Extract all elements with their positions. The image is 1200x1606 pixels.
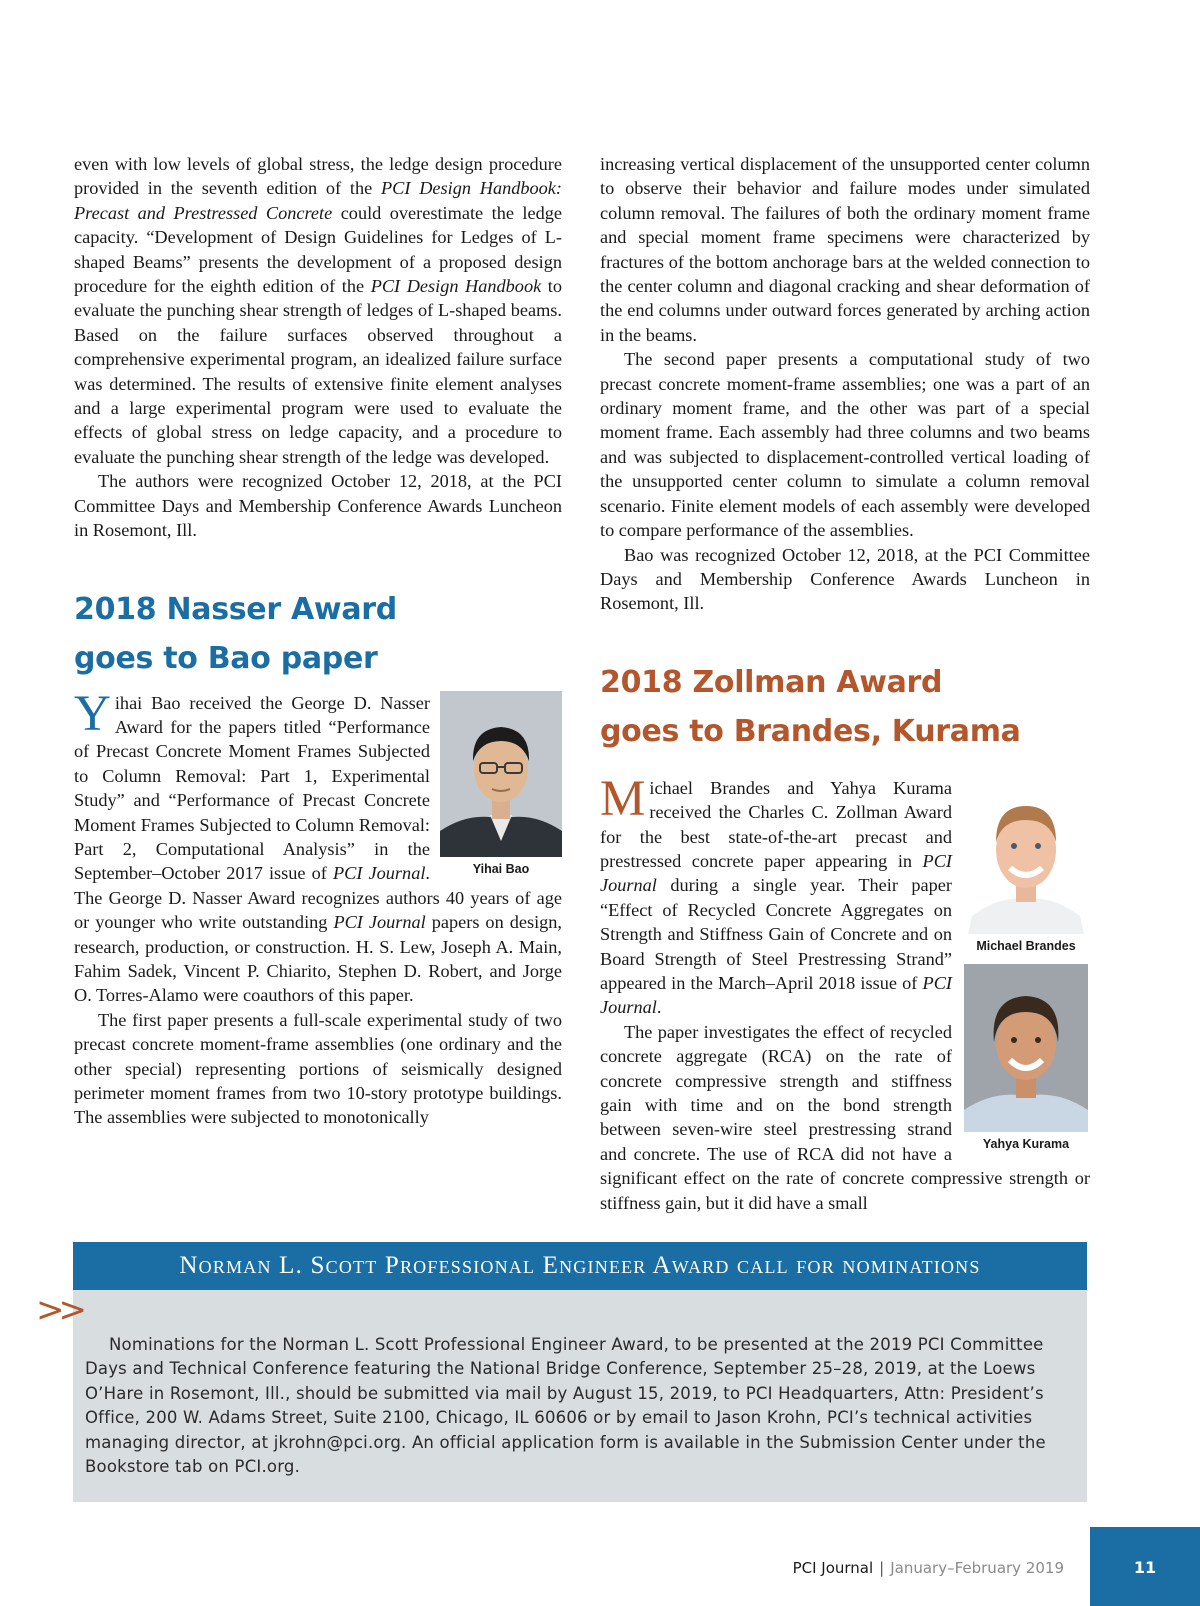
body-paragraph: Bao was recognized October 12, 2018, at the PCI Committee Days and Membership Conference Awards Luncheon in Rosemont, Ill. [600, 544, 1090, 614]
photo-michael-brandes [962, 776, 1090, 1152]
body-paragraph: The paper investigates the effect of recycled concrete aggregate (RCA) on the rate of concrete compressive strength and stiffness gain with time and on the bond strength between seven-wire steel prestressing strand and concrete. The use of RCA did not have a significant effect on the rate of concrete compressive strength or stiffness gain, but it did have a small [600, 1021, 1090, 1213]
footer-issue: January–February 2019 [890, 1559, 1064, 1577]
left-column [74, 152, 562, 1130]
zollman-award-heading: 2018 Zollman Award goes to Brandes, Kurama [600, 664, 1021, 749]
photo-yihai-bao [440, 691, 562, 877]
drop-cap: M [600, 770, 646, 827]
footer-journal: PCI Journal [792, 1559, 874, 1577]
portrait-image [964, 964, 1088, 1132]
page-number: 11 [1133, 1558, 1157, 1577]
body-paragraph: The first paper presents a full-scale experimental study of two precast concrete moment-frame assemblies (one ordinary and the other special) representing portions of seismically designed perimeter moment frames from two 10-story prototype buildings. The assemblies were subjected to monotonically [74, 1009, 562, 1128]
portrait-image [962, 776, 1090, 934]
double-chevron-icon: >> [36, 1290, 81, 1330]
footer-separator: | [879, 1559, 885, 1577]
page-footer [793, 1556, 1064, 1580]
body-paragraph: The second paper presents a computational study of two precast concrete moment-frame assemblies; one was a part of an ordinary moment frame, and the other was part of a special moment frame. Each assembly had three columns and two beams and was subjected to displacement-controlled vertical loading of the unsupported center column to simulate a column removal scenario. Finite element models of each assembly were developed to compare performance of the assemblies. [600, 349, 1090, 541]
sidebar-title: Norman L. Scott Professional Engineer Award call for nominations [179, 1252, 981, 1279]
sidebar-paragraph: Nominations for the Norman L. Scott Professional Engineer Award, to be presented at the 2019 PCI Committee Days and Technical Conference featuring the National Bridge Conference, September 25–28, 2019, at the Loews O’Hare in Rosemont, Ill., should be submitted via mail by August 15, 2019, to PCI Headquarters, Attn: President’s Office, 200 W. Adams Street, Suite 2100, Chicago, IL 60606 or by email to Jason Krohn, PCI’s technical activities managing director, at jkrohn@pci.org. An official application form is available in the Submission Center under the Bookstore tab on PCI.org. [85, 1335, 1046, 1477]
nasser-award-heading: 2018 Nasser Award goes to Bao paper [74, 591, 397, 676]
sidebar-title-bar [73, 1242, 1087, 1290]
body-paragraph: even with low levels of global stress, the ledge design procedure provided in the seventh edition of the PCI Design Handbook: Precast and Prestressed Concrete could overestimate the ledge capacity. “Development of Design Guidelines for Ledges of L-shaped Beams” presents the development of a proposed design procedure for the eighth edition of the PCI Design Handbook to evaluate the punching shear strength of ledges of L-shaped beams. Based on the failure surfaces observed throughout a comprehensive experimental program, an idealized failure surface was determined. The results of extensive finite element analyses and a large experimental program were used to evaluate the effects of global stress on ledge capacity, and a procedure to evaluate the punching shear strength of the ledge was developed. [74, 154, 562, 467]
page-number-tab [1090, 1527, 1200, 1606]
body-paragraph: Michael Brandes and Yahya Kurama received the Charles C. Zollman Award for the best state-of-the-art precast and prestressed concrete paper appearing in PCI Journal during a single year. Their paper “Effect of Recycled Concrete Aggregates on Strength and Stiffness Gain of Concrete and on Board Strength of Steel Prestressing Strand” appeared in the March–April 2018 issue of PCI Journal. [600, 770, 952, 1018]
body-paragraph: Yihai Bao received the George D. Nasser Award for the papers titled “Performance of Precast Concrete Moment Frames Subjected to Column Removal: Part 1, Experimental Study” and “Performance of Precast Concrete Moment Frames Subjected to Column Removal: Part 2, Computational Analysis” in the September–October 2017 issue of PCI Journal. The George D. Nasser Award recognizes authors 40 years of age or younger who write outstanding PCI Journal papers on design, research, production, or construction. H. S. Lew, Joseph A. Main, Fahim Sadek, Vincent P. Chiarito, Stephen D. Robert, and Jorge O. Torres-Alamo were coauthors of this paper. [74, 685, 563, 1006]
body-paragraph: The authors were recognized October 12, 2018, at the PCI Committee Days and Membership Conference Awards Luncheon in Rosemont, Ill. [74, 471, 562, 541]
photo-caption: Michael Brandes [976, 938, 1076, 953]
photo-caption: Yihai Bao [472, 861, 530, 876]
photo-caption: Yahya Kurama [982, 1136, 1070, 1151]
portrait-image [440, 691, 562, 857]
body-paragraph: increasing vertical displacement of the unsupported center column to observe their behavior and failure modes under simulated column removal. The failures of both the ordinary moment frame and special moment frame specimens were characterized by fractures of the bottom anchorage bars at the welded connection to the center column and diagonal cracking and shear deformation of the end columns under outward forces generated by arching action in the beams. [600, 154, 1090, 345]
drop-cap: Y [74, 685, 111, 742]
sidebar-body [73, 1290, 1087, 1502]
right-column [600, 152, 1090, 1215]
